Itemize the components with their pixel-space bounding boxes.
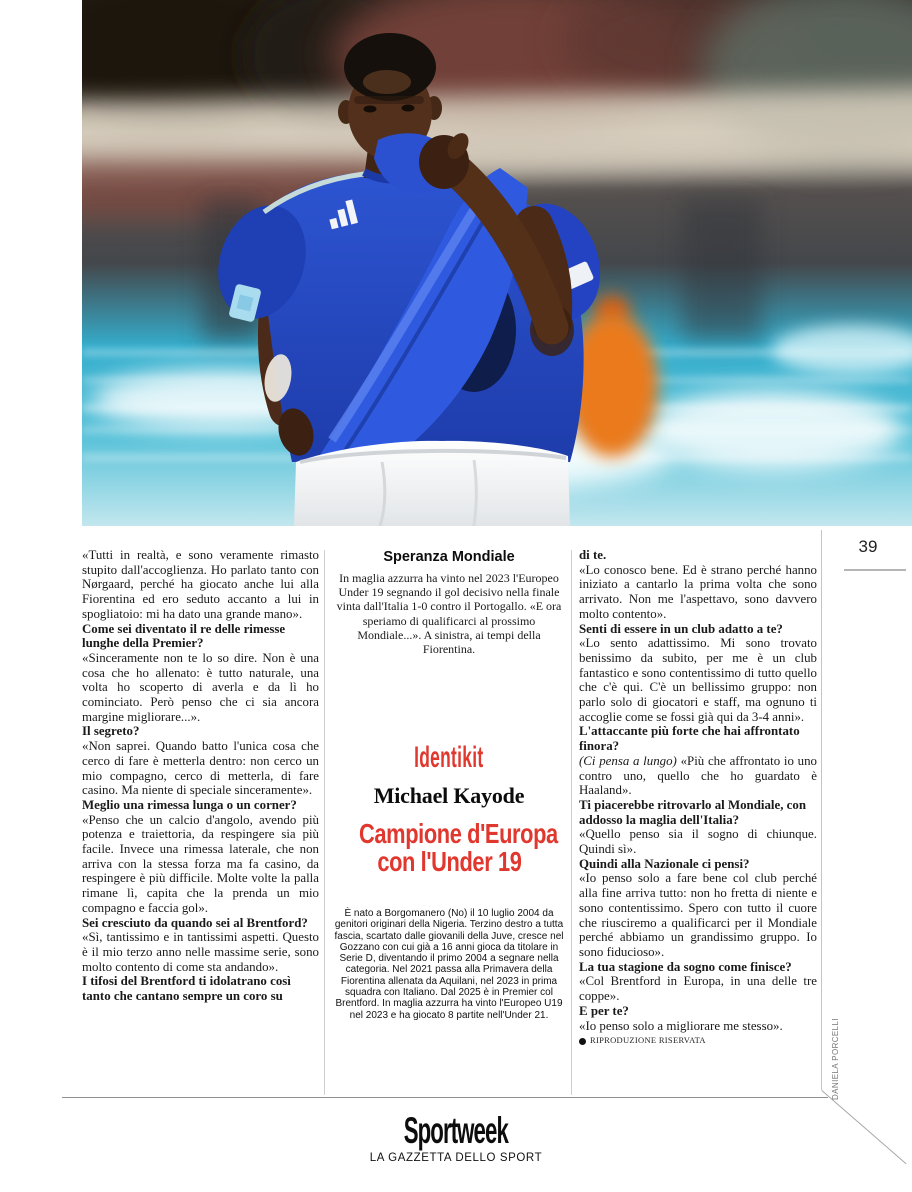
interview-answer: «Lo conosco bene. Ed è strano perché hanno iniziato a cantarlo la prima volta che sono arrivato. Non me l'aspettavo, sono davvero molto contento». bbox=[579, 562, 817, 621]
interview-answer: «Io penso solo a migliorare me stesso». bbox=[579, 1018, 783, 1033]
interview-question: I tifosi del Brentford ti idolatrano così tanto che cantano sempre un coro su bbox=[82, 974, 291, 1004]
interview-answer: «Lo sento adattissimo. Mi sono trovato benissimo da subito, per me è un club fantastico e sono contentissimo di tutto quello che c'è qui. C'è un bellissimo gruppo: non parlo solo di giocatori e staff, ma ognuno ti accoglie come se fossi già qui da 3-4 anni». bbox=[579, 636, 817, 724]
caption-title: Speranza Mondiale bbox=[383, 549, 515, 565]
column-divider-1 bbox=[324, 550, 325, 1095]
magazine-logo bbox=[0, 1110, 912, 1152]
interview-answer: «Quello penso sia il sogno di chiunque. Quindi sì». bbox=[579, 827, 817, 857]
page-number: 39 bbox=[858, 537, 878, 556]
interview-column-3 bbox=[579, 548, 817, 1048]
answer-text: «Più che affrontato io uno contro uno, quello che ho guardato è Haaland». bbox=[579, 753, 817, 798]
interview-question: Il segreto? bbox=[82, 724, 140, 739]
interview-answer: «Io penso solo a fare bene col club perché alla fine arriva tutto: non ho fretta di niente e sono contentissimo. Spero con tutto il cuore che riusciremo a qualificarci per il Mondiale perché abbiamo un grandissimo gruppo. Io sono fiducioso». bbox=[579, 871, 817, 959]
interview-answer bbox=[579, 754, 817, 798]
interview-answer: «Penso che un calcio d'angolo, avendo più potenza e traiettoria, da respingere sia più facile. Invece una rimessa laterale, che non arriva con la stessa forza ma fa casino, da respingere è più difficile. Molte volte la palla rimane lì, capita che la prenda un mio compagno e faccia gol». bbox=[82, 812, 319, 915]
reproduction-notice bbox=[579, 1033, 817, 1048]
photo-caption-box bbox=[331, 549, 567, 656]
player-photo-illustration bbox=[82, 0, 912, 526]
interview-answer: «Tutti in realtà, e sono veramente rimasto stupito dall'accoglienza. Ho parlato tanto con Nørgaard, perché ha giocato anche lui alla Fiorentina ed ero seduto accanto a lui in spogliatoio: mi ha dato una grande mano». bbox=[82, 548, 319, 621]
interview-column-1 bbox=[82, 548, 319, 1004]
identikit-block bbox=[331, 741, 567, 877]
interview-question: Senti di essere in un club adatto a te? bbox=[579, 621, 783, 636]
interview-question: Meglio una rimessa lunga o un corner? bbox=[82, 797, 297, 812]
player-bio: È nato a Borgomanero (No) il 10 luglio 2004 da genitori originari della Nigeria. Terzino destro a tutta fascia, scartato dalle giovanili della Juve, cresce nel Gozzano con cui già a 16 anni gioca da titolare in Serie D, diventando il primo 2004 a segnare nella categoria. Nel 2021 passa alla Primavera della Fiorentina allenata da Aquilani, nel 2023 in prima squadra con Italiano. Dal 2025 è in Premier col Brentford. In maglia azzurra ha vinto l'Europeo U19 nel 2023 e ha giocato 8 partite nell'Under 21. bbox=[334, 908, 564, 1021]
identikit-title-line1: Campione d'Europa bbox=[359, 818, 558, 849]
interview-answer: «Non saprei. Quando batto l'unica cosa che cerco di fare è metterla dentro: non cerco un mio compagno, cerco di metterla, di fare casino. Ma niente di speciale sinceramente». bbox=[82, 739, 319, 798]
bottom-rule bbox=[62, 1097, 828, 1098]
page-number-rule bbox=[844, 569, 906, 571]
interview-question: Come sei diventato il re delle rimesse lunghe della Premier? bbox=[82, 621, 286, 651]
identikit-title-line2: con l'Under 19 bbox=[376, 846, 522, 877]
interview-question: Quindi alla Nazionale ci pensi? bbox=[579, 856, 750, 871]
interview-question: Sei cresciuto da quando sei al Brentford? bbox=[82, 915, 308, 930]
interview-answer: «Sinceramente non te lo so dire. Non è una cosa che ho allenato: è tutto naturale, una volta ho scoperto di averla e da lì ho cominciato. Però penso che ci sia ancora margine migliorare...». bbox=[82, 650, 319, 724]
interview-question: L'attaccante più forte che hai affrontato finora? bbox=[579, 724, 800, 754]
column-divider-3 bbox=[821, 530, 822, 1090]
magazine-logo-text: Sportweek bbox=[403, 1110, 509, 1151]
stage-direction: (Ci pensa a lungo) bbox=[579, 753, 677, 768]
identikit-title bbox=[331, 820, 567, 876]
interview-answer: «Col Brentford in Europa, in una delle tre coppe». bbox=[579, 974, 817, 1004]
interview-question: Ti piacerebbe ritrovarlo al Mondiale, con addosso la maglia dell'Italia? bbox=[579, 797, 807, 827]
caption-body: In maglia azzurra ha vinto nel 2023 l'Europeo Under 19 segnando il gol decisivo nella finale vinta dall'Italia 1-0 contro il Portogallo. «E ora speriamo di qualificarci al prossimo Mondiale...». A sinistra, ai tempi della Fiorentina. bbox=[336, 571, 562, 657]
stadium-photo bbox=[82, 0, 912, 526]
interview-answer: «Sì, tantissimo e in tantissimi aspetti. Questo è il mio terzo anno nelle massime serie, sono molto contento di come sta andando». bbox=[82, 930, 319, 974]
interview-question: E per te? bbox=[579, 1003, 629, 1018]
reproduction-dot-icon bbox=[579, 1038, 586, 1045]
photo-credit: DANIELA PORCELLI bbox=[831, 1018, 840, 1100]
interview-question: La tua stagione da sogno come finisce? bbox=[579, 959, 792, 974]
reproduction-text: RIPRODUZIONE RISERVATA bbox=[590, 1035, 706, 1046]
player-name: Michael Kayode bbox=[373, 783, 525, 808]
interview-question: di te. bbox=[579, 548, 607, 562]
identikit-label: Identikit bbox=[414, 741, 484, 774]
column-divider-2 bbox=[571, 550, 572, 1095]
magazine-tagline: LA GAZZETTA DELLO SPORT bbox=[369, 1152, 543, 1164]
